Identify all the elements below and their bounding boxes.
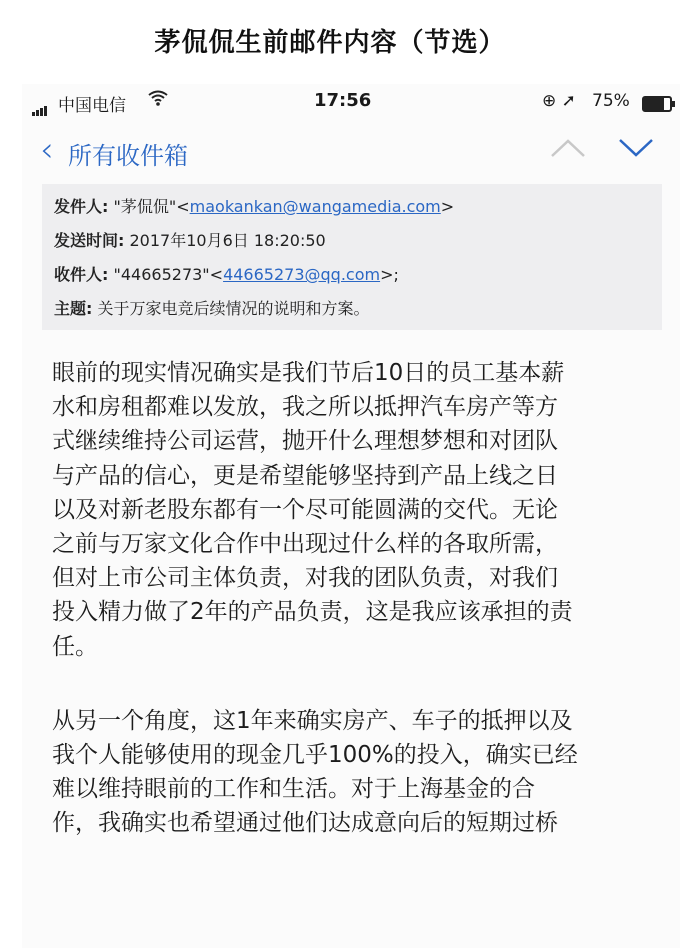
sent-time-row [54,228,326,251]
to-name: "44665273"< [113,265,224,284]
body-line: 我个人能够使用的现金几乎100%的投入，确实已经 [52,742,578,769]
subject-row [54,296,370,319]
battery-percent: 75% [592,91,630,111]
back-to-all-inboxes-button[interactable]: 所有收件箱 [68,142,188,170]
mail-nav-bar [22,128,680,178]
from-name: "茅侃侃"< [113,197,190,216]
battery-icon [642,96,672,112]
email-paragraph-2 [52,704,652,841]
carrier-name: 中国电信 [58,96,126,116]
subject-label: 主题: [54,299,93,318]
email-body [52,356,652,881]
body-line: 与产品的信心，更是希望能够坚持到产品上线之日 [52,462,558,489]
body-line: 但对上市公司主体负责，对我的团队负责，对我们 [52,565,558,592]
sent-time-value: 2017年10月6日 18:20:50 [129,231,326,250]
to-label: 收件人: [54,265,109,284]
previous-message-chevron-up-icon[interactable] [550,132,586,165]
body-line: 之前与万家文化合作中出现过什么样的各取所需， [52,531,558,558]
email-header [42,184,662,330]
sent-time-label: 发送时间: [54,231,125,250]
email-paragraph-1 [52,356,652,664]
from-email-link[interactable]: maokankan@wangamedia.com [189,197,441,216]
status-time: 17:56 [314,90,372,111]
phone-screen [22,84,680,948]
location-icon: ➚ [561,91,576,111]
from-row: 发件人: "茅侃侃"<maokankan@wangamedia.com> [54,197,455,216]
image-caption: 茅侃侃生前邮件内容（节选） [154,28,506,58]
wifi-icon [148,90,168,110]
body-line: 从另一个角度，这1年来确实房产、车子的抵押以及 [52,707,573,734]
status-bar [22,84,680,120]
signal-strength-icon [32,96,48,116]
body-line: 投入精力做了2年的产品负责，这是我应该承担的责 [52,599,573,626]
back-chevron-icon[interactable]: ‹ [40,130,54,170]
to-email-link[interactable]: 44665273@qq.com [223,265,381,284]
from-label: 发件人: [54,197,109,216]
body-line: 以及对新老股东都有一个尽可能圆满的交代。无论 [52,496,558,523]
body-line: 作，我确实也希望通过他们达成意向后的短期过桥 [52,810,558,837]
to-row: 收件人: "44665273"<44665273@qq.com>; [54,265,399,284]
body-line: 眼前的现实情况确实是我们节后10日的员工基本薪 [52,360,565,386]
body-line: 水和房租都难以发放，我之所以抵押汽车房产等方 [52,394,558,421]
body-line: 任。 [52,633,98,660]
subject-value: 关于万家电竞后续情况的说明和方案。 [97,299,370,318]
rotation-lock-icon: ⊕ [542,91,557,111]
body-line: 式继续维持公司运营，抛开什么理想梦想和对团队 [52,428,558,455]
body-line: 难以维持眼前的工作和生活。对于上海基金的合 [52,776,535,803]
next-message-chevron-down-icon[interactable] [618,132,654,165]
